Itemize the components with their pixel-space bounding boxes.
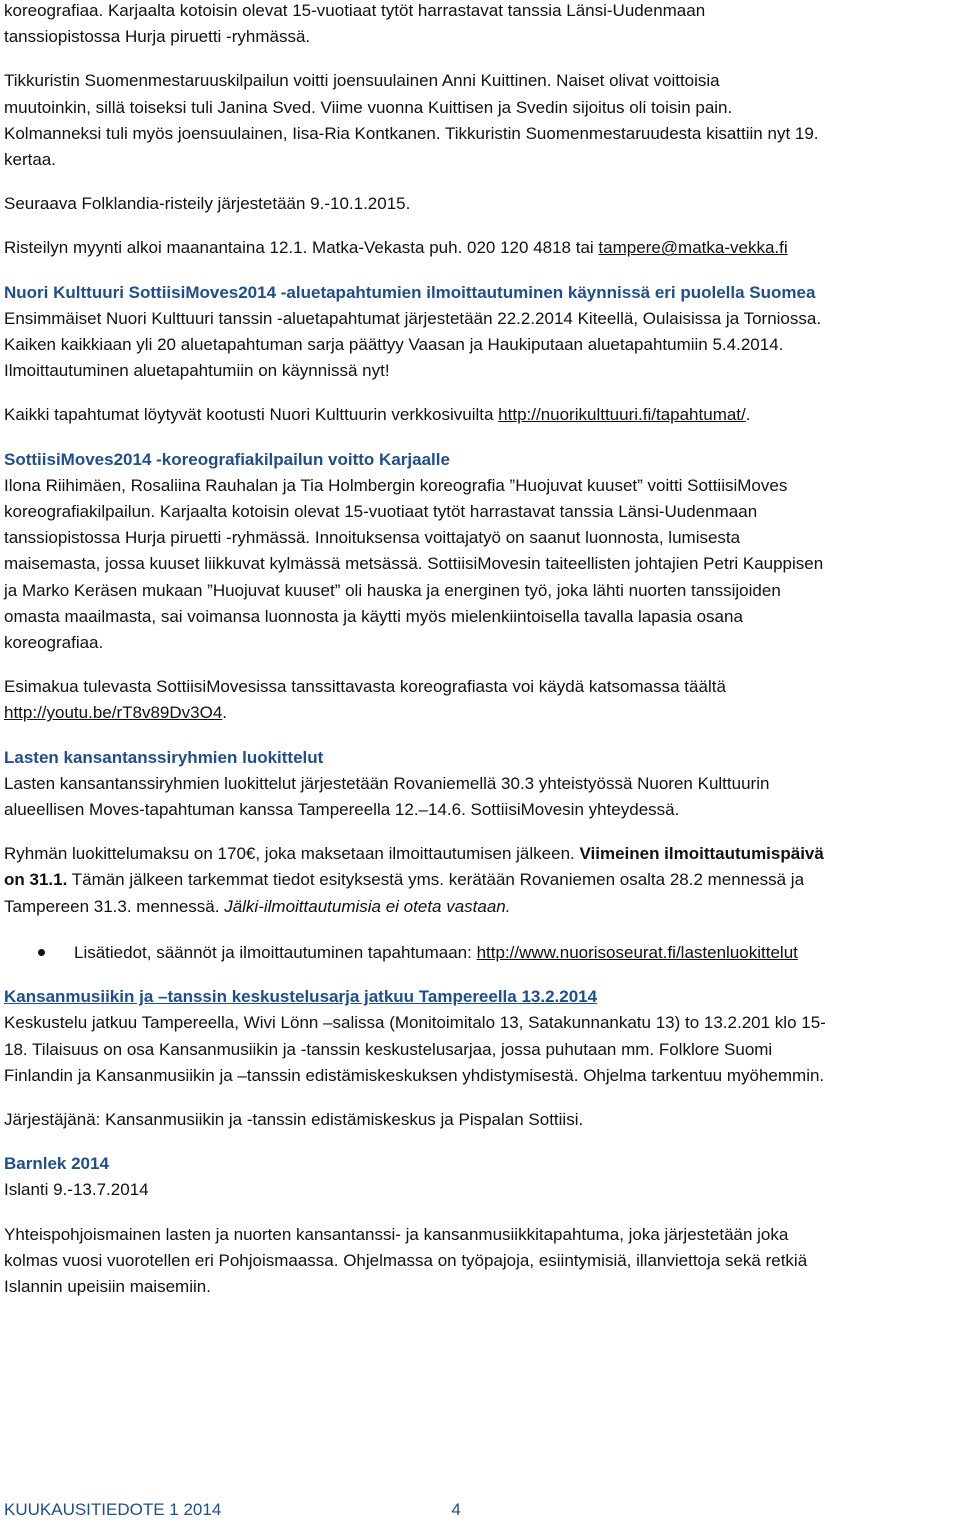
lasten-info-text	[74, 940, 798, 966]
lastenluokittelut-link[interactable]: http://www.nuorisoseurat.fi/lastenluokittelut	[476, 942, 798, 962]
page-number: 4	[451, 1500, 461, 1519]
intro-line-2: tanssiopistossa Hurja piruetti -ryhmässä.	[4, 27, 311, 47]
page-footer	[4, 1500, 461, 1520]
karjaa-line-6: omasta maailmasta, sai voimansa luonnosta ja käytti myös mielenkiintoisella tavalla lapasia osana	[4, 606, 743, 626]
lasten-info-bullet	[4, 940, 956, 966]
keskustelu-line-3: Finlandin ja Kansanmusiikin ja –tanssin edistämiskeskuksen yhdistymisestä. Ohjelma tarkentuu myöhemmin.	[4, 1065, 825, 1085]
karjaa-line-5: ja Marko Keräsen mukaan ”Huojuvat kuuset” oli hauska ja energinen työ, joka lähti nuorten tanssijoiden	[4, 580, 781, 600]
keskustelu-organizer: Järjestäjänä: Kansanmusiikin ja -tanssin edistämiskeskus ja Pispalan Sottiisi.	[4, 1109, 584, 1129]
keskustelu-line-1: Keskustelu jatkuu Tampereella, Wivi Lönn –salissa (Monitoimitalo 13, Satakunnankatu 13) to 13.2.201 klo 15-	[4, 1013, 826, 1033]
lasten-fee-line-2	[4, 867, 956, 893]
cruise-sales	[4, 235, 956, 261]
karjaa-line-7: koreografiaa.	[4, 633, 104, 653]
moves-line-4	[4, 402, 956, 428]
bullet-dot-icon	[4, 940, 74, 966]
lasten-fee-line-1	[4, 841, 956, 867]
karjaa-line-3: tanssiopistossa Hurja piruetti -ryhmässä. Innoituksensa voittajatyö on saanut luonnosta, lumisesta	[4, 528, 741, 548]
karjaa-sample-line-1: Esimakua tulevasta SottiisiMovesissa tanssittavasta koreografiasta voi käydä katsomassa täältä	[4, 677, 726, 697]
karjaa-sample-suffix: .	[222, 703, 228, 723]
cruise-next: Seuraava Folklandia-risteily järjestetään 9.-10.1.2015.	[4, 194, 411, 214]
lasten-fee-line-3	[4, 894, 956, 920]
lasten-heading: Lasten kansantanssiryhmien luokittelut	[4, 747, 324, 767]
lasten-fee-l3-text: Tampereen 31.3. mennessä.	[4, 896, 225, 916]
moves-events-link[interactable]: http://nuorikulttuuri.fi/tapahtumat/	[498, 405, 746, 425]
barnlek-place: Islanti 9.-13.7.2014	[4, 1180, 149, 1200]
tikkurila-line-1: Tikkuristin Suomenmestaruuskilpailun voitti joensuulainen Anni Kuittinen. Naiset olivat voittoisia	[4, 71, 720, 91]
karjaa-line-1: Ilona Riihimäen, Rosaliina Rauhalan ja Tia Holmbergin koreografia ”Huojuvat kuuset” voitti SottiisiMoves	[4, 475, 788, 495]
moves-line-2: Kaiken kaikkiaan yli 20 aluetapahtuman sarja päättyy Vaasan ja Haukiputaan aluetapahtumiin 5.4.2014.	[4, 335, 784, 355]
intro-line-1: koreografiaa. Karjaalta kotoisin olevat 15-vuotiaat tytöt harrastavat tanssia Länsi-Uudenmaan	[4, 1, 706, 20]
tikkurila-line-2: muutoinkin, sillä toiseksi tuli Janina Sved. Viime vuonna Kuittisen ja Svedin sijoitus oli toisin pain.	[4, 97, 733, 117]
barnlek-line-2: kolmas vuosi vuorotellen eri Pohjoismaassa. Ohjelmassa on työpajoja, esiintymisiä, illanviettoja sekä retkiä	[4, 1250, 808, 1270]
lasten-fee-rest: Tämän jälkeen tarkemmat tiedot esityksestä yms. kerätään Rovaniemen osalta 28.2 mennessä ja	[67, 870, 805, 890]
keskustelu-heading	[4, 984, 956, 1010]
lasten-deadline-bold: Viimeinen ilmoittautumispäivä	[579, 844, 824, 864]
moves-line-4-text: Kaikki tapahtumat löytyvät kootusti Nuori Kulttuurin verkkosivuilta	[4, 405, 499, 425]
barnlek-line-3: Islannin upeisiin maisemiin.	[4, 1276, 211, 1296]
cruise-email-link[interactable]: tampere@matka-vekka.fi	[598, 238, 788, 258]
karjaa-heading: SottiisiMoves2014 -koreografiakilpailun voitto Karjaalle	[4, 449, 450, 469]
barnlek-line-1: Yhteispohjoismainen lasten ja nuorten kansantanssi- ja kansanmusiikkitapahtuma, joka järjestetään joka	[4, 1224, 789, 1244]
cruise-sales-text: Risteilyn myynti alkoi maanantaina 12.1. Matka-Vekasta puh. 020 120 4818 tai	[4, 238, 599, 258]
youtube-link[interactable]: http://youtu.be/rT8v89Dv3O4	[4, 703, 223, 723]
lasten-no-late-note: Jälki-ilmoittautumisia ei oteta vastaan.	[224, 896, 511, 916]
lasten-fee-text: Ryhmän luokittelumaksu on 170€, joka maksetaan ilmoittautumisen jälkeen.	[4, 844, 580, 864]
footer-title: KUUKAUSITIEDOTE 1 2014	[4, 1500, 222, 1519]
karjaa-line-4: maisemasta, jossa kuuset liikkuvat kylmässä metsässä. SottiisiMovesin taiteellisten johtajien Petri Kauppisen	[4, 554, 824, 574]
lasten-line-2: alueellisen Moves-tapahtuman kanssa Tampereella 12.–14.6. SottiisiMovesin yhteydessä.	[4, 800, 680, 820]
tikkurila-line-4: kertaa.	[4, 150, 56, 170]
lasten-line-1: Lasten kansantanssiryhmien luokittelut järjestetään Rovaniemellä 30.3 yhteistyössä Nuoren Kulttuurin	[4, 773, 770, 793]
moves-line-1: Ensimmäiset Nuori Kulttuuri tanssin -aluetapahtumat järjestetään 22.2.2014 Kiteellä, Oulaisissa ja Torniossa.	[4, 308, 822, 328]
keskustelu-line-2: 18. Tilaisuus on osa Kansanmusiikin ja -tanssin keskustelusarjaa, jossa puhutaan mm. Folklore Suomi	[4, 1039, 773, 1059]
barnlek-heading: Barnlek 2014	[4, 1154, 109, 1174]
karjaa-line-2: koreografiakilpailun. Karjaalta kotoisin olevat 15-vuotiaat tytöt harrastavat tanssia Länsi-Uudenmaan	[4, 502, 758, 522]
moves-line-3: Ilmoittautuminen aluetapahtumiin on käynnissä nyt!	[4, 361, 390, 381]
tikkurila-line-3: Kolmanneksi tuli myös joensuulainen, Iisa-Ria Kontkanen. Tikkuristin Suomenmestaruudesta kisattiin nyt 19.	[4, 123, 819, 143]
keskustelu-heading-text[interactable]: Kansanmusiikin ja –tanssin keskustelusarja jatkuu Tampereella 13.2.2014	[4, 987, 598, 1007]
moves-line-4-suffix: .	[745, 405, 751, 425]
lasten-deadline-date: on 31.1.	[4, 870, 68, 890]
lasten-info-prefix: Lisätiedot, säännöt ja ilmoittautuminen tapahtumaan:	[74, 942, 477, 962]
karjaa-sample-line-2	[4, 700, 956, 726]
moves-heading: Nuori Kulttuuri SottiisiMoves2014 -aluetapahtumien ilmoittautuminen käynnissä eri puolella Suomea	[4, 282, 816, 302]
document-page	[4, 0, 956, 1300]
